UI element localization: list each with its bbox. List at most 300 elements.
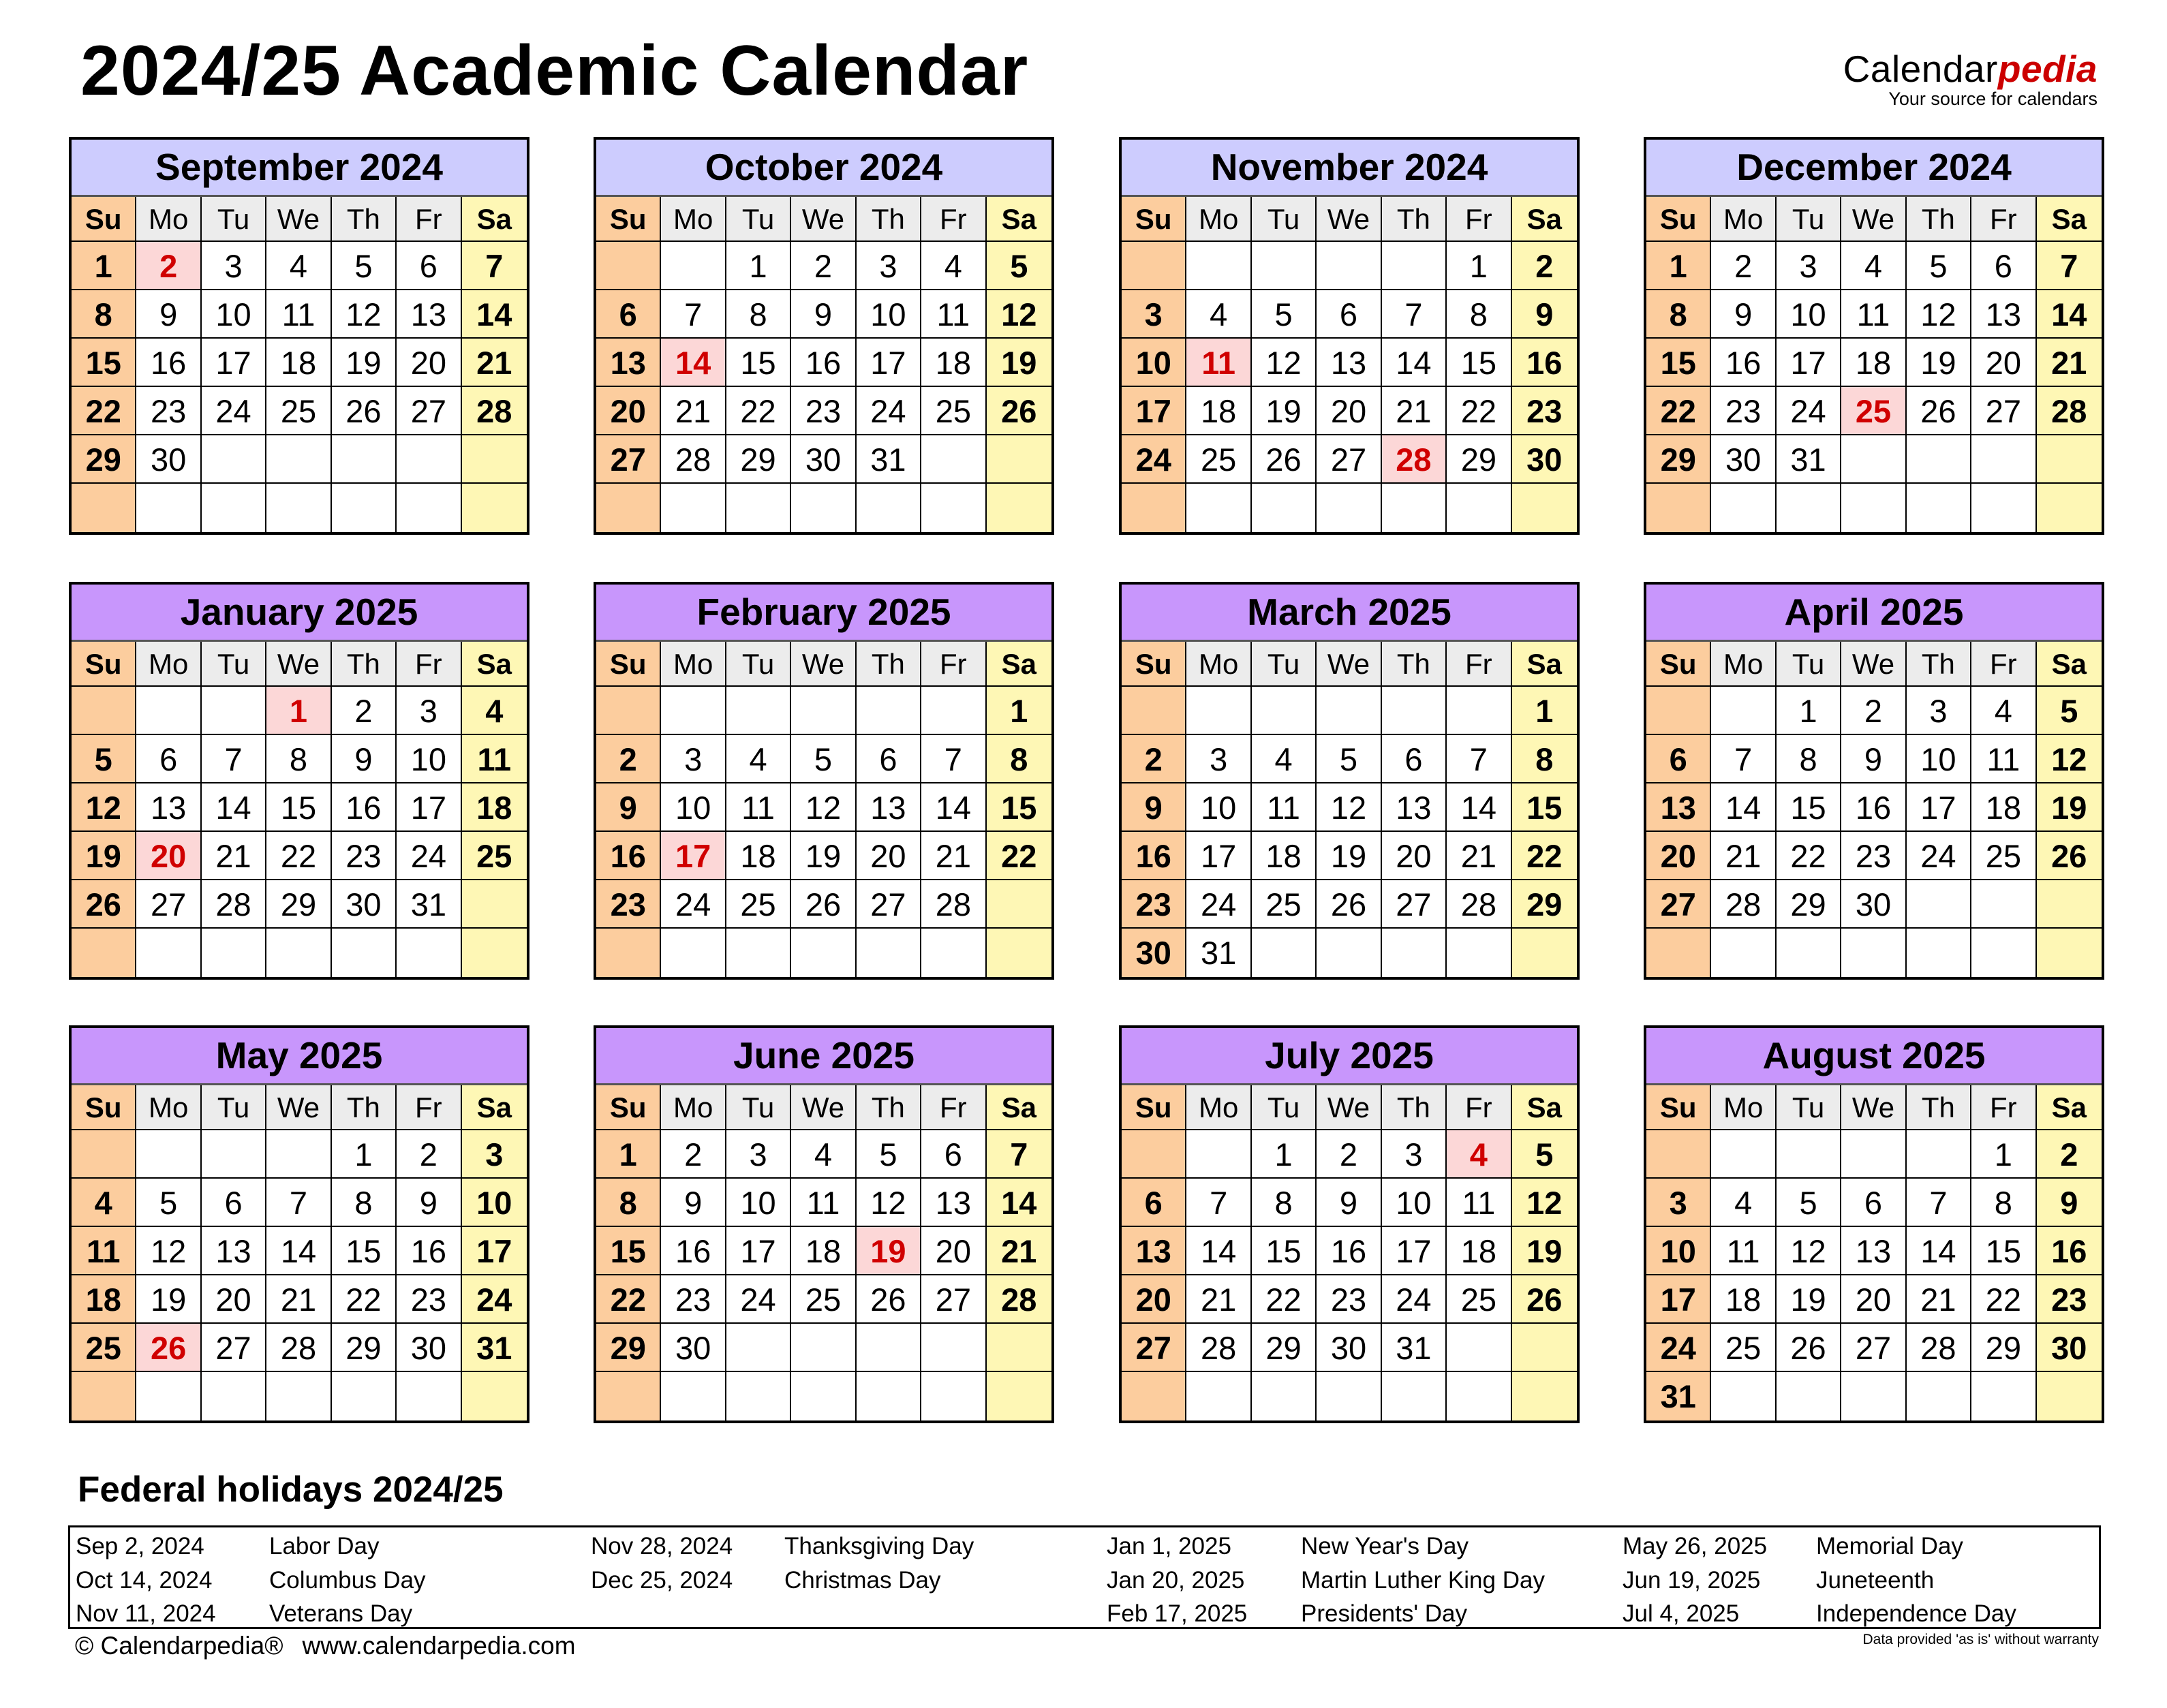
day-cell: 27 bbox=[596, 435, 661, 484]
day-cell: 10 bbox=[1186, 783, 1251, 832]
weekday-header: Fr bbox=[1971, 642, 2036, 687]
weekday-header: Tu bbox=[1777, 197, 1841, 242]
day-cell: 18 bbox=[1971, 783, 2036, 832]
empty-day-cell bbox=[857, 1324, 921, 1372]
day-cell: 16 bbox=[1841, 783, 1906, 832]
day-cell: 21 bbox=[2037, 339, 2102, 387]
day-cell: 26 bbox=[1252, 435, 1317, 484]
day-cell: 23 bbox=[1841, 832, 1906, 880]
day-cell: 22 bbox=[1252, 1275, 1317, 1324]
day-cell: 17 bbox=[1382, 1227, 1447, 1275]
day-cell: 30 bbox=[2037, 1324, 2102, 1372]
weekday-header: Tu bbox=[726, 197, 791, 242]
day-cell: 29 bbox=[1646, 435, 1711, 484]
weekday-header: Tu bbox=[1252, 197, 1317, 242]
day-cell: 15 bbox=[1252, 1227, 1317, 1275]
empty-day-cell bbox=[987, 880, 1051, 929]
empty-day-cell bbox=[1317, 929, 1381, 977]
day-cell: 21 bbox=[1186, 1275, 1251, 1324]
day-cell: 26 bbox=[1512, 1275, 1577, 1324]
empty-day-cell bbox=[1512, 1324, 1577, 1372]
empty-day-cell bbox=[726, 1372, 791, 1420]
weekday-header: Tu bbox=[202, 642, 266, 687]
empty-day-cell bbox=[1447, 484, 1511, 532]
weekday-header: Tu bbox=[1777, 1085, 1841, 1130]
weekday-header: Sa bbox=[462, 642, 527, 687]
day-cell: 23 bbox=[397, 1275, 461, 1324]
weekday-header: We bbox=[1841, 1085, 1906, 1130]
empty-day-cell bbox=[1907, 1130, 1971, 1179]
day-cell: 22 bbox=[1512, 832, 1577, 880]
day-cell: 23 bbox=[1711, 387, 1776, 435]
empty-day-cell bbox=[857, 687, 921, 735]
day-cell: 26 bbox=[987, 387, 1051, 435]
day-cell: 18 bbox=[1252, 832, 1317, 880]
month-day-grid bbox=[596, 642, 1051, 977]
empty-day-cell bbox=[72, 1372, 136, 1420]
day-cell: 31 bbox=[1186, 929, 1251, 977]
day-cell: 18 bbox=[1447, 1227, 1511, 1275]
empty-day-cell bbox=[987, 435, 1051, 484]
empty-day-cell bbox=[1512, 1372, 1577, 1420]
day-cell: 31 bbox=[1646, 1372, 1711, 1420]
day-cell: 4 bbox=[72, 1179, 136, 1227]
empty-day-cell bbox=[987, 1324, 1051, 1372]
day-cell: 11 bbox=[1971, 735, 2036, 783]
brand-logo[interactable] bbox=[1843, 50, 2097, 108]
empty-day-cell bbox=[1777, 1372, 1841, 1420]
weekday-header: Sa bbox=[1512, 1085, 1577, 1130]
month-calendar bbox=[1119, 137, 1580, 535]
day-cell: 28 bbox=[1382, 435, 1447, 484]
day-cell: 1 bbox=[1777, 687, 1841, 735]
day-cell: 3 bbox=[1122, 290, 1186, 339]
weekday-header: Fr bbox=[397, 642, 461, 687]
day-cell: 16 bbox=[791, 339, 856, 387]
empty-day-cell bbox=[1711, 929, 1776, 977]
day-cell: 25 bbox=[791, 1275, 856, 1324]
weekday-header: Fr bbox=[1971, 1085, 2036, 1130]
empty-day-cell bbox=[857, 929, 921, 977]
day-cell: 2 bbox=[596, 735, 661, 783]
day-cell: 13 bbox=[1841, 1227, 1906, 1275]
weekday-header: Sa bbox=[2037, 642, 2102, 687]
month-day-grid bbox=[72, 1085, 527, 1420]
empty-day-cell bbox=[72, 1130, 136, 1179]
empty-day-cell bbox=[2037, 435, 2102, 484]
weekday-header: Su bbox=[596, 642, 661, 687]
day-cell: 13 bbox=[1122, 1227, 1186, 1275]
day-cell: 25 bbox=[1447, 1275, 1511, 1324]
day-cell: 24 bbox=[1382, 1275, 1447, 1324]
empty-day-cell bbox=[1841, 1372, 1906, 1420]
day-cell: 3 bbox=[726, 1130, 791, 1179]
day-cell: 26 bbox=[1777, 1324, 1841, 1372]
weekday-header: Su bbox=[1122, 1085, 1186, 1130]
day-cell: 29 bbox=[1777, 880, 1841, 929]
month-calendar bbox=[594, 1025, 1054, 1423]
weekday-header: Mo bbox=[1186, 1085, 1251, 1130]
empty-day-cell bbox=[1186, 484, 1251, 532]
day-cell: 23 bbox=[1122, 880, 1186, 929]
day-cell: 20 bbox=[596, 387, 661, 435]
day-cell: 27 bbox=[1122, 1324, 1186, 1372]
footer-disclaimer: Data provided 'as is' without warranty bbox=[1862, 1632, 2099, 1647]
day-cell: 7 bbox=[266, 1179, 331, 1227]
day-cell: 1 bbox=[596, 1130, 661, 1179]
empty-day-cell bbox=[1252, 484, 1317, 532]
empty-day-cell bbox=[1711, 687, 1776, 735]
day-cell: 13 bbox=[136, 783, 201, 832]
day-cell: 15 bbox=[1512, 783, 1577, 832]
day-cell: 8 bbox=[72, 290, 136, 339]
empty-day-cell bbox=[1447, 1372, 1511, 1420]
day-cell: 2 bbox=[661, 1130, 726, 1179]
month-title: January 2025 bbox=[72, 585, 527, 642]
day-cell: 10 bbox=[857, 290, 921, 339]
day-cell: 31 bbox=[462, 1324, 527, 1372]
day-cell: 5 bbox=[72, 735, 136, 783]
day-cell: 4 bbox=[1711, 1179, 1776, 1227]
weekday-header: We bbox=[1317, 197, 1381, 242]
month-calendar bbox=[69, 137, 529, 535]
day-cell: 24 bbox=[1122, 435, 1186, 484]
empty-day-cell bbox=[1646, 484, 1711, 532]
day-cell: 6 bbox=[1841, 1179, 1906, 1227]
day-cell: 14 bbox=[1382, 339, 1447, 387]
empty-day-cell bbox=[1907, 1372, 1971, 1420]
day-cell: 24 bbox=[857, 387, 921, 435]
day-cell: 26 bbox=[136, 1324, 201, 1372]
empty-day-cell bbox=[72, 929, 136, 977]
empty-day-cell bbox=[1382, 484, 1447, 532]
day-cell: 22 bbox=[1777, 832, 1841, 880]
empty-day-cell bbox=[921, 1372, 986, 1420]
empty-day-cell bbox=[1252, 242, 1317, 290]
day-cell: 28 bbox=[921, 880, 986, 929]
empty-day-cell bbox=[1447, 687, 1511, 735]
day-cell: 9 bbox=[1512, 290, 1577, 339]
day-cell: 24 bbox=[462, 1275, 527, 1324]
empty-day-cell bbox=[266, 1372, 331, 1420]
day-cell: 14 bbox=[921, 783, 986, 832]
day-cell: 18 bbox=[72, 1275, 136, 1324]
day-cell: 10 bbox=[202, 290, 266, 339]
month-title: November 2024 bbox=[1122, 140, 1577, 197]
day-cell: 30 bbox=[136, 435, 201, 484]
weekday-header: Su bbox=[1646, 1085, 1711, 1130]
day-cell: 26 bbox=[1317, 880, 1381, 929]
day-cell: 5 bbox=[1317, 735, 1381, 783]
day-cell: 26 bbox=[791, 880, 856, 929]
empty-day-cell bbox=[596, 242, 661, 290]
day-cell: 7 bbox=[1186, 1179, 1251, 1227]
weekday-header: Su bbox=[1122, 197, 1186, 242]
day-cell: 6 bbox=[1646, 735, 1711, 783]
empty-day-cell bbox=[726, 929, 791, 977]
day-cell: 26 bbox=[332, 387, 397, 435]
weekday-header: Sa bbox=[1512, 197, 1577, 242]
day-cell: 24 bbox=[1186, 880, 1251, 929]
weekday-header: Mo bbox=[136, 197, 201, 242]
weekday-header: Th bbox=[1907, 642, 1971, 687]
empty-day-cell bbox=[1777, 929, 1841, 977]
day-cell: 6 bbox=[202, 1179, 266, 1227]
empty-day-cell bbox=[397, 435, 461, 484]
weekday-header: Mo bbox=[136, 642, 201, 687]
empty-day-cell bbox=[1907, 929, 1971, 977]
empty-day-cell bbox=[1252, 687, 1317, 735]
day-cell: 20 bbox=[1646, 832, 1711, 880]
empty-day-cell bbox=[1122, 687, 1186, 735]
brand-name-accent: pedia bbox=[1997, 48, 2097, 90]
empty-day-cell bbox=[462, 484, 527, 532]
empty-day-cell bbox=[596, 1372, 661, 1420]
day-cell: 29 bbox=[1512, 880, 1577, 929]
day-cell: 1 bbox=[1512, 687, 1577, 735]
day-cell: 8 bbox=[1512, 735, 1577, 783]
empty-day-cell bbox=[1711, 1372, 1776, 1420]
day-cell: 5 bbox=[136, 1179, 201, 1227]
day-cell: 12 bbox=[136, 1227, 201, 1275]
empty-day-cell bbox=[596, 687, 661, 735]
empty-day-cell bbox=[266, 484, 331, 532]
day-cell: 15 bbox=[596, 1227, 661, 1275]
weekday-header: We bbox=[266, 642, 331, 687]
weekday-header: Th bbox=[332, 1085, 397, 1130]
empty-day-cell bbox=[726, 484, 791, 532]
weekday-header: Tu bbox=[1777, 642, 1841, 687]
day-cell: 4 bbox=[462, 687, 527, 735]
weekday-header: Sa bbox=[462, 197, 527, 242]
empty-day-cell bbox=[1447, 929, 1511, 977]
day-cell: 25 bbox=[72, 1324, 136, 1372]
day-cell: 23 bbox=[332, 832, 397, 880]
weekday-header: Th bbox=[1907, 197, 1971, 242]
holiday-name: Presidents' Day bbox=[1301, 1600, 1468, 1627]
weekday-header: Sa bbox=[2037, 197, 2102, 242]
empty-day-cell bbox=[596, 484, 661, 532]
day-cell: 1 bbox=[1252, 1130, 1317, 1179]
day-cell: 4 bbox=[1971, 687, 2036, 735]
day-cell: 13 bbox=[1971, 290, 2036, 339]
empty-day-cell bbox=[397, 484, 461, 532]
empty-day-cell bbox=[791, 1324, 856, 1372]
day-cell: 22 bbox=[1971, 1275, 2036, 1324]
day-cell: 14 bbox=[202, 783, 266, 832]
day-cell: 13 bbox=[596, 339, 661, 387]
day-cell: 26 bbox=[857, 1275, 921, 1324]
day-cell: 19 bbox=[1317, 832, 1381, 880]
empty-day-cell bbox=[791, 687, 856, 735]
month-day-grid bbox=[1646, 197, 2102, 532]
month-title: April 2025 bbox=[1646, 585, 2102, 642]
day-cell: 10 bbox=[1777, 290, 1841, 339]
day-cell: 5 bbox=[1252, 290, 1317, 339]
month-calendar bbox=[594, 137, 1054, 535]
empty-day-cell bbox=[72, 484, 136, 532]
weekday-header: Fr bbox=[1447, 1085, 1511, 1130]
day-cell: 27 bbox=[397, 387, 461, 435]
weekday-header: Th bbox=[1382, 197, 1447, 242]
holiday-name: Juneteenth bbox=[1816, 1567, 1935, 1594]
empty-day-cell bbox=[1841, 484, 1906, 532]
day-cell: 16 bbox=[661, 1227, 726, 1275]
weekday-header: Fr bbox=[1447, 642, 1511, 687]
brand-name-plain: Calendar bbox=[1843, 48, 1998, 90]
weekday-header: Su bbox=[72, 197, 136, 242]
empty-day-cell bbox=[332, 929, 397, 977]
day-cell: 24 bbox=[397, 832, 461, 880]
day-cell: 25 bbox=[1711, 1324, 1776, 1372]
holidays-table bbox=[68, 1525, 2101, 1629]
month-day-grid bbox=[1122, 197, 1577, 532]
weekday-header: Th bbox=[857, 197, 921, 242]
day-cell: 2 bbox=[791, 242, 856, 290]
day-cell: 25 bbox=[1971, 832, 2036, 880]
empty-day-cell bbox=[661, 1372, 726, 1420]
day-cell: 3 bbox=[1382, 1130, 1447, 1179]
day-cell: 23 bbox=[1512, 387, 1577, 435]
day-cell: 20 bbox=[857, 832, 921, 880]
holiday-name: Thanksgiving Day bbox=[784, 1533, 974, 1559]
day-cell: 23 bbox=[596, 880, 661, 929]
day-cell: 3 bbox=[661, 735, 726, 783]
day-cell: 3 bbox=[857, 242, 921, 290]
weekday-header: Mo bbox=[1711, 1085, 1776, 1130]
empty-day-cell bbox=[1382, 929, 1447, 977]
day-cell: 27 bbox=[1646, 880, 1711, 929]
day-cell: 5 bbox=[1512, 1130, 1577, 1179]
day-cell: 31 bbox=[1382, 1324, 1447, 1372]
weekday-header: Fr bbox=[921, 642, 986, 687]
day-cell: 28 bbox=[1907, 1324, 1971, 1372]
holiday-name: Memorial Day bbox=[1816, 1533, 1963, 1559]
empty-day-cell bbox=[462, 435, 527, 484]
weekday-header: Fr bbox=[921, 197, 986, 242]
day-cell: 11 bbox=[921, 290, 986, 339]
day-cell: 14 bbox=[1447, 783, 1511, 832]
day-cell: 11 bbox=[791, 1179, 856, 1227]
day-cell: 5 bbox=[332, 242, 397, 290]
day-cell: 9 bbox=[2037, 1179, 2102, 1227]
month-calendar bbox=[69, 1025, 529, 1423]
day-cell: 11 bbox=[1447, 1179, 1511, 1227]
month-day-grid bbox=[72, 642, 527, 977]
footer-url-link[interactable]: www.calendarpedia.com bbox=[302, 1632, 576, 1660]
day-cell: 16 bbox=[1122, 832, 1186, 880]
day-cell: 30 bbox=[1122, 929, 1186, 977]
empty-day-cell bbox=[1122, 242, 1186, 290]
day-cell: 8 bbox=[1971, 1179, 2036, 1227]
day-cell: 31 bbox=[397, 880, 461, 929]
day-cell: 12 bbox=[72, 783, 136, 832]
day-cell: 3 bbox=[397, 687, 461, 735]
empty-day-cell bbox=[1971, 880, 2036, 929]
weekday-header: Mo bbox=[1186, 197, 1251, 242]
day-cell: 18 bbox=[791, 1227, 856, 1275]
empty-day-cell bbox=[1907, 435, 1971, 484]
weekday-header: We bbox=[791, 642, 856, 687]
empty-day-cell bbox=[921, 1324, 986, 1372]
day-cell: 13 bbox=[1646, 783, 1711, 832]
holiday-date: Jun 19, 2025 bbox=[1623, 1567, 1761, 1594]
day-cell: 19 bbox=[857, 1227, 921, 1275]
day-cell: 21 bbox=[1907, 1275, 1971, 1324]
day-cell: 16 bbox=[2037, 1227, 2102, 1275]
day-cell: 24 bbox=[1777, 387, 1841, 435]
day-cell: 13 bbox=[397, 290, 461, 339]
day-cell: 18 bbox=[1711, 1275, 1776, 1324]
day-cell: 9 bbox=[1711, 290, 1776, 339]
day-cell: 25 bbox=[1186, 435, 1251, 484]
day-cell: 9 bbox=[332, 735, 397, 783]
empty-day-cell bbox=[136, 1372, 201, 1420]
weekday-header: We bbox=[791, 1085, 856, 1130]
month-title: February 2025 bbox=[596, 585, 1051, 642]
day-cell: 25 bbox=[1252, 880, 1317, 929]
day-cell: 9 bbox=[1122, 783, 1186, 832]
day-cell: 12 bbox=[1777, 1227, 1841, 1275]
day-cell: 14 bbox=[661, 339, 726, 387]
day-cell: 19 bbox=[2037, 783, 2102, 832]
day-cell: 15 bbox=[1971, 1227, 2036, 1275]
empty-day-cell bbox=[1711, 484, 1776, 532]
day-cell: 2 bbox=[1512, 242, 1577, 290]
empty-day-cell bbox=[1777, 1130, 1841, 1179]
weekday-header: We bbox=[1841, 197, 1906, 242]
weekday-header: Th bbox=[857, 642, 921, 687]
day-cell: 4 bbox=[1186, 290, 1251, 339]
day-cell: 19 bbox=[1777, 1275, 1841, 1324]
weekday-header: Tu bbox=[202, 197, 266, 242]
holiday-name: Labor Day bbox=[269, 1533, 380, 1559]
day-cell: 30 bbox=[661, 1324, 726, 1372]
day-cell: 21 bbox=[266, 1275, 331, 1324]
day-cell: 4 bbox=[726, 735, 791, 783]
month-title: August 2025 bbox=[1646, 1028, 2102, 1085]
day-cell: 21 bbox=[661, 387, 726, 435]
day-cell: 1 bbox=[726, 242, 791, 290]
day-cell: 15 bbox=[987, 783, 1051, 832]
empty-day-cell bbox=[1512, 484, 1577, 532]
month-title: September 2024 bbox=[72, 140, 527, 197]
day-cell: 11 bbox=[1252, 783, 1317, 832]
empty-day-cell bbox=[726, 687, 791, 735]
day-cell: 6 bbox=[1382, 735, 1447, 783]
month-day-grid bbox=[1646, 642, 2102, 977]
day-cell: 28 bbox=[1447, 880, 1511, 929]
weekday-header: Fr bbox=[397, 1085, 461, 1130]
day-cell: 26 bbox=[2037, 832, 2102, 880]
holiday-date: Jan 20, 2025 bbox=[1107, 1567, 1245, 1594]
day-cell: 2 bbox=[332, 687, 397, 735]
month-calendar bbox=[594, 582, 1054, 980]
day-cell: 10 bbox=[1122, 339, 1186, 387]
empty-day-cell bbox=[921, 435, 986, 484]
empty-day-cell bbox=[1907, 880, 1971, 929]
day-cell: 29 bbox=[1252, 1324, 1317, 1372]
day-cell: 10 bbox=[462, 1179, 527, 1227]
day-cell: 12 bbox=[1317, 783, 1381, 832]
empty-day-cell bbox=[987, 929, 1051, 977]
day-cell: 27 bbox=[921, 1275, 986, 1324]
day-cell: 13 bbox=[202, 1227, 266, 1275]
empty-day-cell bbox=[1447, 1324, 1511, 1372]
day-cell: 24 bbox=[1907, 832, 1971, 880]
weekday-header: Fr bbox=[397, 197, 461, 242]
day-cell: 10 bbox=[661, 783, 726, 832]
